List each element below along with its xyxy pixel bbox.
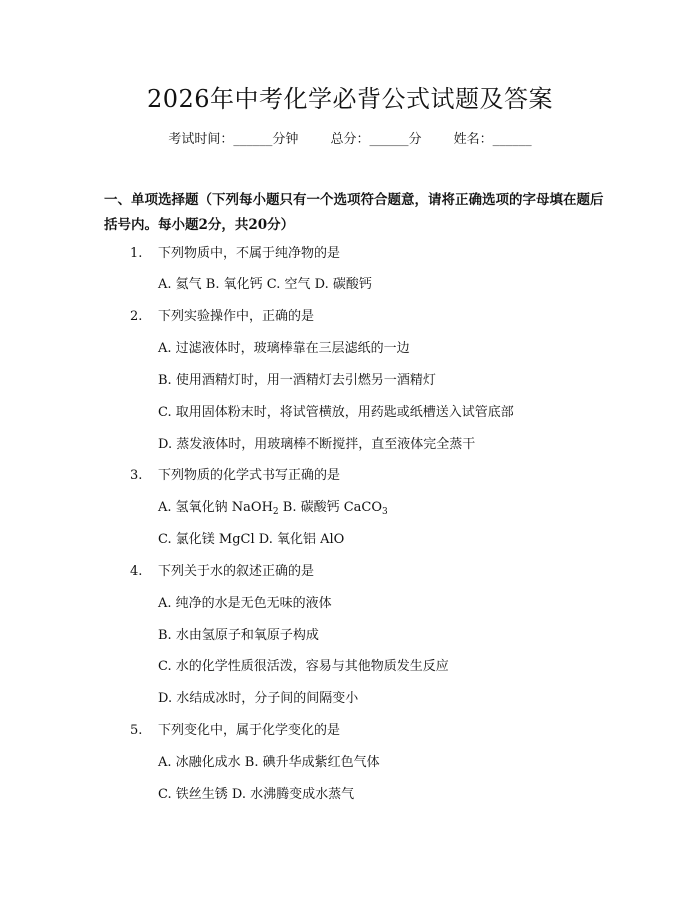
question-number: 5. [130, 723, 143, 738]
question-number: 3. [130, 468, 143, 483]
question-text: 下列关于水的叙述正确的是 [158, 564, 315, 579]
question-text: 下列变化中，属于化学变化的是 [158, 723, 341, 738]
question-number: 2. [130, 309, 143, 324]
question-3 [130, 467, 340, 485]
subscript: 3 [382, 507, 388, 517]
subscript: 2 [272, 507, 279, 517]
question-4-option-c: C. 水的化学性质很活泼，容易与其他物质发生反应 [158, 659, 449, 674]
question-number: 1. [130, 246, 143, 261]
option-b-text: B. 碳酸钙 CaCO [278, 500, 383, 515]
question-2 [130, 308, 314, 326]
total-score-field: 总分：______分 [330, 132, 422, 147]
question-5-options-line-1: A. 冰融化成水 B. 碘升华成紫红色气体 [158, 755, 380, 770]
question-2-option-d: D. 蒸发液体时，用玻璃棒不断搅拌，直至液体完全蒸干 [158, 437, 476, 452]
question-3-options-line-2: C. 氯化镁 MgCl D. 氧化铝 AlO [158, 532, 345, 547]
question-3-options-line-1 [158, 499, 388, 518]
exam-meta [0, 131, 700, 149]
question-text: 下列物质中，不属于纯净物的是 [158, 246, 341, 261]
question-4 [130, 563, 314, 581]
option-a-text: A. 氢氧化钠 NaOH [158, 500, 273, 515]
exam-time-field: 考试时间：______分钟 [168, 132, 299, 147]
question-2-option-c: C. 取用固体粉末时，将试管横放，用药匙或纸槽送入试管底部 [158, 405, 514, 420]
question-number: 4. [130, 564, 143, 579]
question-4-option-a: A. 纯净的水是无色无味的液体 [158, 596, 332, 611]
question-1 [130, 245, 340, 263]
question-4-option-d: D. 水结成冰时，分子间的间隔变小 [158, 691, 359, 706]
question-4-option-b: B. 水由氢原子和氧原子构成 [158, 628, 319, 643]
student-name-field: 姓名：______ [453, 132, 532, 147]
question-text: 下列实验操作中，正确的是 [158, 309, 315, 324]
question-2-option-b: B. 使用酒精灯时，用一酒精灯去引燃另一酒精灯 [158, 373, 436, 388]
page-title: 2026年中考化学必背公式试题及答案 [146, 85, 554, 113]
question-text: 下列物质的化学式书写正确的是 [158, 468, 341, 483]
section-heading: 一、单项选择题（下列每小题只有一个选项符合题意，请将正确选项的字母填在题后括号内。每小题2分，共20分） [104, 192, 604, 233]
question-2-option-a: A. 过滤液体时，玻璃棒靠在三层滤纸的一边 [158, 341, 410, 356]
question-1-options: A. 氦气 B. 氧化钙 C. 空气 D. 碳酸钙 [158, 277, 372, 292]
question-5 [130, 722, 340, 740]
question-5-options-line-2: C. 铁丝生锈 D. 水沸腾变成水蒸气 [158, 787, 355, 802]
